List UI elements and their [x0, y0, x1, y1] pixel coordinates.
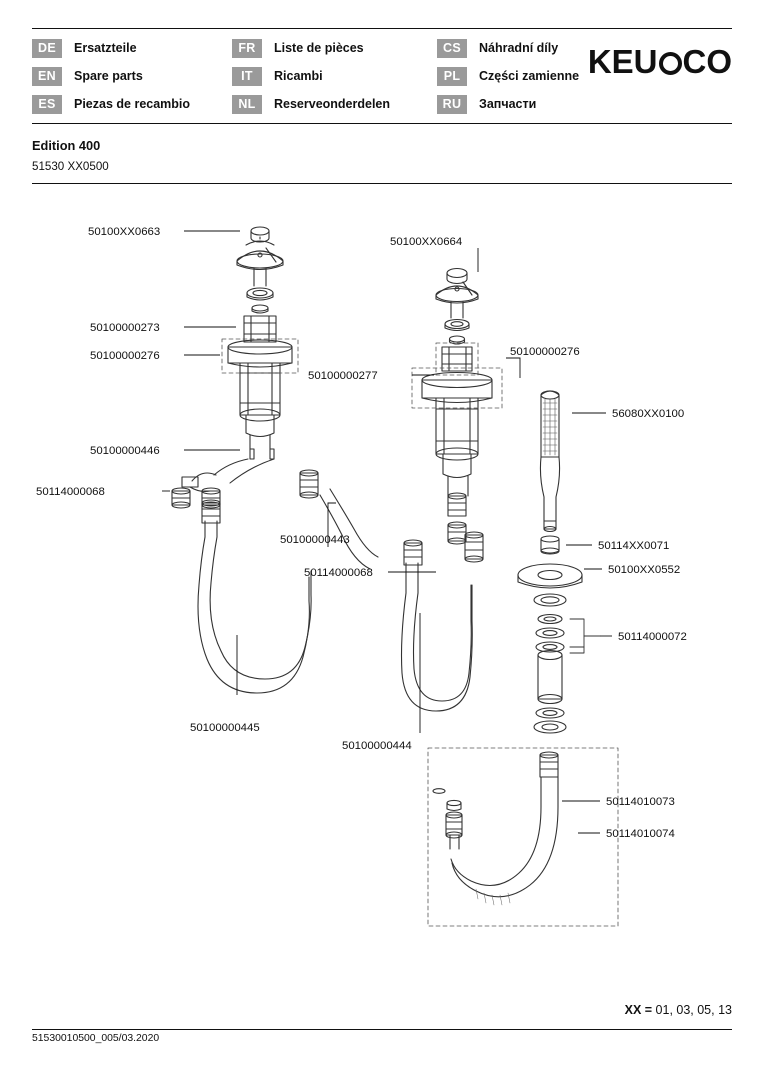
title-divider — [32, 183, 732, 184]
label-50114000068-mid: 50114000068 — [304, 567, 373, 579]
label-50100000444: 50100000444 — [342, 740, 412, 752]
label-56080XX0100: 56080XX0100 — [612, 408, 685, 420]
label-50100XX0663: 50100XX0663 — [88, 226, 161, 238]
language-tag-de: DE — [32, 39, 62, 58]
product-title: Edition 400 — [32, 138, 101, 153]
label-50114XX0071: 50114XX0071 — [598, 540, 670, 552]
xx-legend-values: 01, 03, 05, 13 — [652, 1003, 732, 1017]
label-50114000072: 50114000072 — [618, 631, 687, 643]
language-row-ru — [437, 94, 612, 114]
label-50100000445: 50100000445 — [190, 722, 260, 734]
language-name-pl: Części zamienne — [479, 69, 580, 83]
product-code: 51530 XX0500 — [32, 160, 109, 173]
label-50100000276-left: 50100000276 — [90, 350, 160, 362]
label-50100XX0552: 50100XX0552 — [608, 564, 681, 576]
label-50100000443: 50100000443 — [280, 534, 350, 546]
language-name-it: Ricambi — [274, 69, 323, 83]
language-name-cs: Náhradní díly — [479, 41, 559, 55]
language-row-pl — [437, 66, 612, 86]
keuco-logo — [588, 43, 732, 81]
language-row-cs — [437, 38, 612, 58]
language-row-en — [32, 66, 232, 86]
language-tag-cs: CS — [437, 39, 467, 58]
keuco-logo-ring — [659, 52, 682, 75]
page — [32, 28, 732, 1052]
label-50114010073: 50114010073 — [606, 796, 675, 808]
language-column-2 — [232, 38, 437, 114]
language-header — [32, 28, 732, 124]
language-tag-fr: FR — [232, 39, 262, 58]
language-name-nl: Reserveonderdelen — [274, 97, 391, 111]
label-50100000446: 50100000446 — [90, 445, 160, 457]
document-id: 51530010500_005/03.2020 — [32, 1033, 160, 1044]
keuco-logo-text-part2: CO — [682, 43, 732, 80]
label-50114010074: 50114010074 — [606, 828, 675, 840]
language-tag-pl: PL — [437, 67, 467, 86]
language-name-en: Spare parts — [74, 69, 143, 83]
language-name-es: Piezas de recambio — [74, 97, 191, 111]
language-tag-nl: NL — [232, 95, 262, 114]
label-50100000277: 50100000277 — [308, 370, 378, 382]
language-tag-en: EN — [32, 67, 62, 86]
language-tag-ru: RU — [437, 95, 467, 114]
language-name-de: Ersatzteile — [74, 41, 137, 55]
label-50100XX0664: 50100XX0664 — [390, 236, 463, 248]
keuco-logo-text-part1: KEU — [587, 43, 658, 80]
footer-divider — [32, 1029, 732, 1030]
language-column-1 — [32, 38, 232, 114]
language-tag-es: ES — [32, 95, 62, 114]
language-tag-it: IT — [232, 67, 262, 86]
label-50114000068-left: 50114000068 — [36, 486, 105, 498]
language-column-3 — [437, 38, 612, 114]
language-row-es — [32, 94, 232, 114]
language-name-fr: Liste de pièces — [274, 41, 364, 55]
language-name-ru: Запчасти — [479, 97, 537, 111]
label-50100000276-right: 50100000276 — [510, 346, 580, 358]
language-row-nl — [232, 94, 437, 114]
language-row-de — [32, 38, 232, 58]
language-row-fr — [232, 38, 437, 58]
language-row-it — [232, 66, 437, 86]
label-50100000273: 50100000273 — [90, 322, 160, 334]
exploded-diagram — [32, 203, 732, 993]
xx-legend-key: XX = — [624, 1003, 653, 1017]
xx-legend — [625, 1003, 732, 1017]
title-block — [32, 138, 732, 173]
